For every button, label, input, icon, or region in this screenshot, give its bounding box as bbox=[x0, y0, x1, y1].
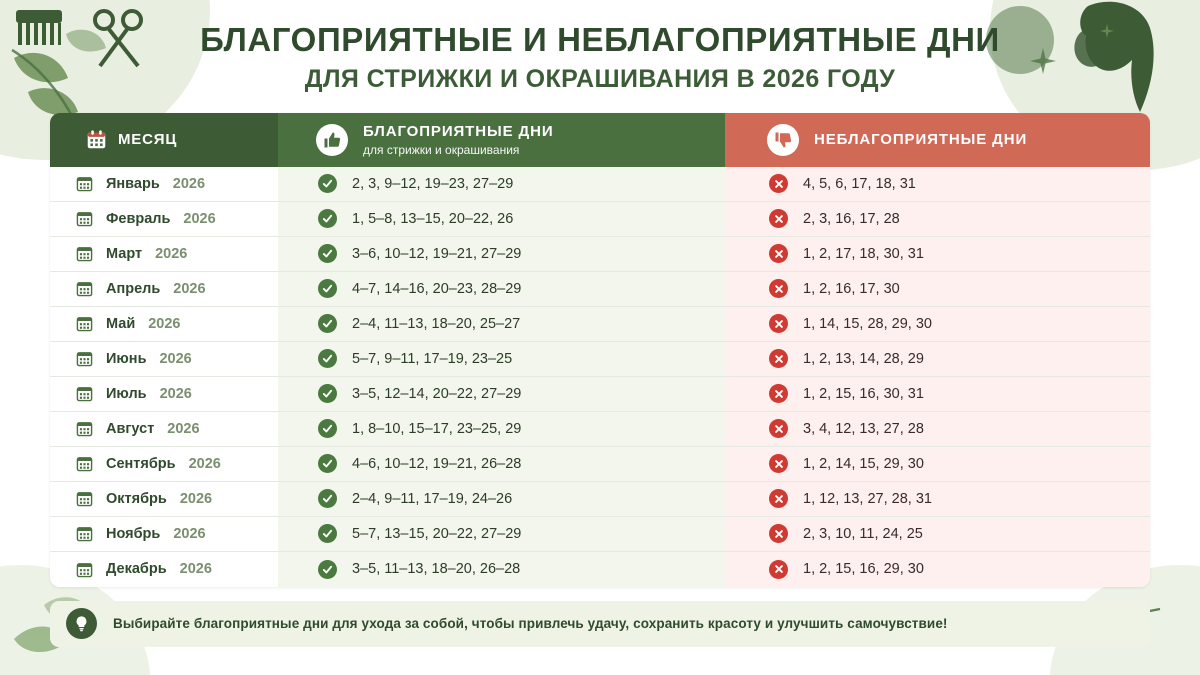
cell-month-name: Май bbox=[106, 315, 136, 332]
thumbs-up-icon bbox=[316, 124, 348, 156]
cross-circle-icon bbox=[769, 279, 788, 298]
footer-text: Выбирайте благоприятные дни для ухода за собой, чтобы привлечь удачу, сохранить красоту и улучшить самочувствие! bbox=[113, 616, 948, 632]
check-circle-icon bbox=[318, 209, 337, 228]
table-row bbox=[50, 447, 1150, 482]
cross-circle-icon bbox=[769, 524, 788, 543]
cell-bad-days bbox=[725, 167, 1150, 202]
cell-good-days bbox=[278, 447, 725, 482]
cell-month-name: Октябрь bbox=[106, 490, 167, 507]
table-row bbox=[50, 517, 1150, 552]
cell-bad-days bbox=[725, 377, 1150, 412]
cell-month-name: Апрель bbox=[106, 280, 161, 297]
calendar-icon bbox=[76, 350, 93, 367]
cell-good-days-value: 2–4, 9–11, 17–19, 24–26 bbox=[352, 490, 513, 507]
cell-good-days-value: 1, 8–10, 15–17, 23–25, 29 bbox=[352, 420, 522, 437]
cell-month-name: Июнь bbox=[106, 350, 147, 367]
cell-good-days bbox=[278, 272, 725, 307]
column-header-month bbox=[50, 113, 278, 167]
cell-bad-days bbox=[725, 447, 1150, 482]
cross-circle-icon bbox=[769, 489, 788, 508]
page-subtitle: ДЛЯ СТРИЖКИ И ОКРАШИВАНИЯ В 2026 ГОДУ bbox=[304, 64, 896, 93]
cell-bad-days-value: 1, 12, 13, 27, 28, 31 bbox=[803, 490, 932, 507]
cell-bad-days-value: 1, 2, 15, 16, 30, 31 bbox=[803, 385, 924, 402]
cell-good-days-value: 2–4, 11–13, 18–20, 25–27 bbox=[352, 315, 521, 332]
cell-month bbox=[50, 412, 278, 447]
cell-month bbox=[50, 272, 278, 307]
table-row bbox=[50, 202, 1150, 237]
cell-good-days-value: 3–5, 11–13, 18–20, 26–28 bbox=[352, 561, 521, 578]
cross-circle-icon bbox=[769, 244, 788, 263]
cell-month-year: 2026 bbox=[159, 385, 192, 402]
cell-month-name: Март bbox=[106, 245, 143, 262]
cell-bad-days bbox=[725, 482, 1150, 517]
cross-circle-icon bbox=[769, 454, 788, 473]
cell-month bbox=[50, 307, 278, 342]
cell-good-days-value: 1, 5–8, 13–15, 20–22, 26 bbox=[352, 210, 514, 227]
check-circle-icon bbox=[318, 349, 337, 368]
cell-good-days-value: 5–7, 13–15, 20–22, 27–29 bbox=[352, 525, 522, 542]
cell-good-days-value: 2, 3, 9–12, 19–23, 27–29 bbox=[352, 175, 514, 192]
cell-month-year: 2026 bbox=[148, 315, 181, 332]
column-header-good-title: БЛАГОПРИЯТНЫЕ ДНИ bbox=[363, 122, 554, 140]
cell-good-days bbox=[278, 552, 725, 587]
calendar-icon bbox=[76, 385, 93, 402]
check-circle-icon bbox=[318, 174, 337, 193]
cell-bad-days-value: 3, 4, 12, 13, 27, 28 bbox=[803, 420, 924, 437]
calendar-icon bbox=[76, 455, 93, 472]
calendar-icon bbox=[76, 561, 93, 578]
check-circle-icon bbox=[318, 489, 337, 508]
cell-month-year: 2026 bbox=[172, 175, 206, 192]
cell-bad-days-value: 2, 3, 10, 11, 24, 25 bbox=[803, 525, 923, 542]
cell-month-year: 2026 bbox=[155, 245, 188, 262]
cell-month-name: Декабрь bbox=[106, 561, 167, 578]
calendar-icon bbox=[76, 420, 93, 437]
cell-month-name: Январь bbox=[106, 175, 160, 192]
calendar-icon bbox=[76, 175, 93, 192]
cell-good-days bbox=[278, 482, 725, 517]
cell-month bbox=[50, 167, 278, 202]
cell-bad-days bbox=[725, 342, 1150, 377]
cell-bad-days bbox=[725, 272, 1150, 307]
cell-month-year: 2026 bbox=[159, 350, 192, 367]
cell-month bbox=[50, 377, 278, 412]
cell-month-name: Ноябрь bbox=[106, 525, 161, 542]
cell-month-year: 2026 bbox=[188, 455, 221, 472]
cell-month bbox=[50, 447, 278, 482]
cell-good-days bbox=[278, 412, 725, 447]
cell-good-days-value: 5–7, 9–11, 17–19, 23–25 bbox=[352, 350, 513, 367]
cell-month-year: 2026 bbox=[167, 420, 200, 437]
calendar-icon bbox=[76, 245, 93, 262]
cell-bad-days bbox=[725, 237, 1150, 272]
check-circle-icon bbox=[318, 454, 337, 473]
poster-header bbox=[0, 0, 1200, 94]
cell-bad-days-value: 1, 14, 15, 28, 29, 30 bbox=[803, 315, 932, 332]
cell-month bbox=[50, 482, 278, 517]
table-row bbox=[50, 412, 1150, 447]
cross-circle-icon bbox=[769, 419, 788, 438]
table-row bbox=[50, 377, 1150, 412]
cell-good-days bbox=[278, 237, 725, 272]
check-circle-icon bbox=[318, 419, 337, 438]
cell-month bbox=[50, 202, 278, 237]
cell-month bbox=[50, 342, 278, 377]
page-title: БЛАГОПРИЯТНЫЕ И НЕБЛАГОПРИЯТНЫЕ ДНИ bbox=[200, 21, 1000, 58]
check-circle-icon bbox=[318, 560, 337, 579]
cross-circle-icon bbox=[769, 560, 788, 579]
calendar-icon bbox=[86, 129, 107, 150]
cell-month-year: 2026 bbox=[183, 210, 216, 227]
check-circle-icon bbox=[318, 524, 337, 543]
cell-month bbox=[50, 237, 278, 272]
cell-month-year: 2026 bbox=[179, 490, 213, 507]
cell-good-days bbox=[278, 307, 725, 342]
cell-good-days-value: 4–7, 14–16, 20–23, 28–29 bbox=[352, 280, 522, 297]
cell-bad-days bbox=[725, 552, 1150, 587]
cell-month-name: Июль bbox=[106, 385, 147, 402]
cell-month-name: Август bbox=[106, 420, 155, 437]
calendar-icon bbox=[76, 525, 93, 542]
cell-good-days bbox=[278, 342, 725, 377]
cross-circle-icon bbox=[769, 174, 788, 193]
cell-month bbox=[50, 517, 278, 552]
table-row bbox=[50, 237, 1150, 272]
check-circle-icon bbox=[318, 244, 337, 263]
table-row bbox=[50, 307, 1150, 342]
cell-month-year: 2026 bbox=[179, 561, 212, 578]
column-header-good-days bbox=[278, 113, 725, 167]
table-row bbox=[50, 167, 1150, 202]
table-row bbox=[50, 482, 1150, 517]
column-header-month-label: МЕСЯЦ bbox=[118, 131, 178, 149]
thumbs-down-icon bbox=[767, 124, 799, 156]
cell-bad-days-value: 2, 3, 16, 17, 28 bbox=[803, 210, 900, 227]
table-header-row bbox=[50, 113, 1150, 167]
cross-circle-icon bbox=[769, 209, 788, 228]
cell-month-name: Февраль bbox=[106, 210, 171, 227]
table-row bbox=[50, 552, 1150, 587]
calendar-icon bbox=[76, 490, 93, 507]
cross-circle-icon bbox=[769, 349, 788, 368]
cell-good-days bbox=[278, 517, 725, 552]
table-body bbox=[50, 167, 1150, 587]
cell-bad-days-value: 1, 2, 17, 18, 30, 31 bbox=[803, 245, 924, 262]
calendar-icon bbox=[76, 280, 93, 297]
check-circle-icon bbox=[318, 314, 337, 333]
cell-bad-days-value: 1, 2, 13, 14, 28, 29 bbox=[803, 350, 924, 367]
cell-bad-days-value: 1, 2, 14, 15, 29, 30 bbox=[803, 455, 924, 472]
calendar-icon bbox=[76, 210, 93, 227]
cell-bad-days-value: 1, 2, 15, 16, 29, 30 bbox=[803, 561, 924, 578]
check-circle-icon bbox=[318, 384, 337, 403]
days-table bbox=[50, 113, 1150, 587]
check-circle-icon bbox=[318, 279, 337, 298]
column-header-bad-days bbox=[725, 113, 1150, 167]
table-row bbox=[50, 272, 1150, 307]
cell-good-days bbox=[278, 377, 725, 412]
cell-good-days-value: 3–6, 10–12, 19–21, 27–29 bbox=[352, 245, 522, 262]
cell-month bbox=[50, 552, 278, 587]
lightbulb-icon bbox=[66, 608, 97, 639]
table-row bbox=[50, 342, 1150, 377]
cell-bad-days bbox=[725, 307, 1150, 342]
cell-month-name: Сентябрь bbox=[106, 455, 176, 472]
cell-good-days bbox=[278, 167, 725, 202]
cell-good-days-value: 3–5, 12–14, 20–22, 27–29 bbox=[352, 385, 522, 402]
column-header-good-subtitle: для стрижки и окрашивания bbox=[363, 142, 520, 157]
calendar-icon bbox=[76, 315, 93, 332]
cell-month-year: 2026 bbox=[173, 280, 206, 297]
cell-bad-days-value: 1, 2, 16, 17, 30 bbox=[803, 280, 900, 297]
cross-circle-icon bbox=[769, 314, 788, 333]
cell-bad-days bbox=[725, 517, 1150, 552]
column-header-bad-title: НЕБЛАГОПРИЯТНЫЕ ДНИ bbox=[814, 131, 1028, 149]
cell-bad-days bbox=[725, 202, 1150, 237]
cell-good-days-value: 4–6, 10–12, 19–21, 26–28 bbox=[352, 455, 522, 472]
footer-note bbox=[50, 601, 1150, 647]
cell-bad-days bbox=[725, 412, 1150, 447]
cell-good-days bbox=[278, 202, 725, 237]
cross-circle-icon bbox=[769, 384, 788, 403]
cell-bad-days-value: 4, 5, 6, 17, 18, 31 bbox=[803, 175, 916, 192]
cell-month-year: 2026 bbox=[173, 525, 206, 542]
